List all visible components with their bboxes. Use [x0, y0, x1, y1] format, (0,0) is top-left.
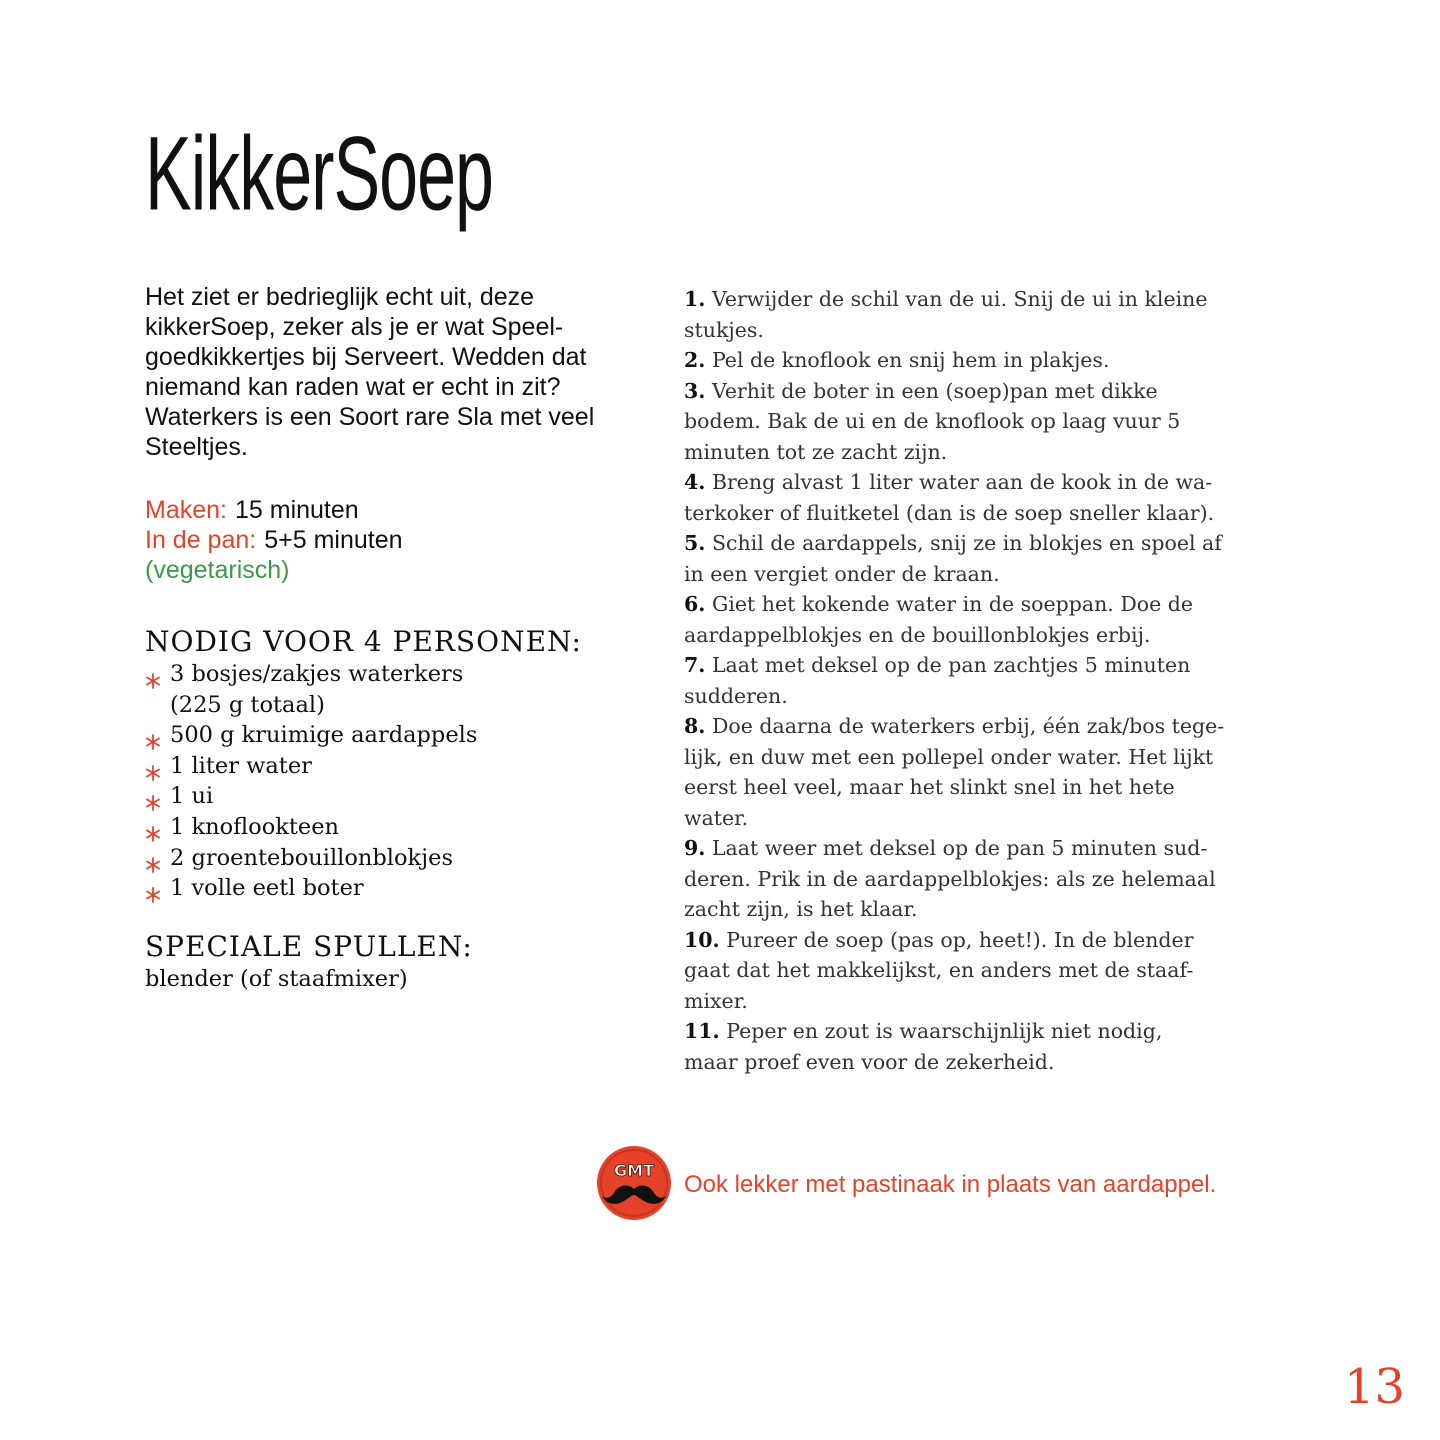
step-line — [684, 681, 1224, 712]
cook-time-label: In de pan: — [145, 526, 257, 554]
step-line — [684, 345, 1224, 376]
prep-time-value: 15 minuten — [234, 496, 359, 524]
step-number: 4. — [684, 470, 706, 494]
logo-text: GMT — [614, 1161, 654, 1180]
step-line — [684, 864, 1224, 895]
intro-line: goedkikkertjes bij Serveert. Wedden dat — [145, 343, 587, 371]
step-line — [684, 406, 1224, 437]
ingredient-list — [145, 659, 582, 904]
intro-paragraph — [145, 282, 594, 462]
step-text: Laat met deksel op de pan zachtjes 5 minuten — [711, 653, 1191, 677]
step-text: maar proef even voor de zekerheid. — [684, 1049, 1055, 1074]
preparation-steps — [684, 284, 1224, 1077]
cook-time — [145, 525, 403, 555]
step-line — [684, 833, 1224, 864]
step-item — [684, 376, 1224, 468]
step-number: 6. — [684, 592, 706, 616]
step-text: deren. Prik in de aardappelblokjes: als ze helemaal — [684, 866, 1216, 891]
time-info — [145, 495, 403, 585]
asterisk-bullet-icon — [145, 759, 161, 775]
asterisk-shape — [145, 734, 161, 750]
step-text: mixer. — [684, 988, 748, 1013]
step-text: gaat dat het makkelijkst, en anders met de staaf- — [684, 958, 1194, 982]
step-text: bodem. Bak de ui en de knoflook op laag vuur 5 — [684, 409, 1181, 433]
step-line — [684, 803, 1224, 834]
ingredient-line: 2 groentebouillonblokjes — [170, 844, 454, 871]
cook-time-value: 5+5 minuten — [264, 526, 403, 554]
step-text: in een vergiet onder de kraan. — [684, 561, 1000, 586]
ingredient-line: 1 liter water — [170, 752, 312, 779]
mustache-logo-icon — [596, 1145, 672, 1221]
ingredient-item — [145, 843, 582, 874]
step-line — [684, 894, 1224, 925]
asterisk-bullet-icon — [145, 820, 161, 836]
asterisk-shape — [145, 673, 161, 689]
step-text: eerst heel veel, maar het slinkt snel in het hete — [684, 775, 1175, 799]
recipe-title: KikkerSoep — [145, 115, 493, 232]
intro-line: Het ziet er bedrieglijk echt uit, deze — [145, 283, 535, 311]
intro-line: kikkerSoep, zeker als je er wat Speel- — [145, 313, 564, 341]
asterisk-shape — [145, 765, 161, 781]
ingredient-line: 500 g kruimige aardappels — [170, 722, 478, 749]
step-number: 10. — [684, 927, 720, 952]
prep-time-label: Maken: — [145, 496, 227, 524]
step-number: 9. — [684, 836, 706, 860]
asterisk-shape — [145, 887, 161, 903]
special-equipment-section — [145, 932, 473, 996]
step-line — [684, 315, 1224, 346]
step-text: Schil de aardappels, snij ze in blokjes en spoel af — [711, 531, 1222, 555]
ingredient-line: 1 ui — [170, 783, 214, 810]
step-text: zacht zijn, is het klaar. — [684, 897, 918, 921]
step-item — [684, 284, 1224, 345]
step-line — [684, 955, 1224, 986]
step-line — [684, 772, 1224, 803]
asterisk-bullet-icon — [145, 851, 161, 867]
ingredients-section — [145, 627, 582, 904]
step-text: Laat weer met deksel op de pan 5 minuten sud- — [711, 836, 1208, 860]
step-line — [684, 925, 1224, 956]
step-line — [684, 711, 1224, 742]
vegetarian-tag: (vegetarisch) — [145, 556, 290, 584]
step-text: aardappelblokjes en de bouillonblokjes erbij. — [684, 622, 1151, 647]
ingredient-item — [145, 873, 582, 904]
asterisk-shape — [145, 795, 161, 811]
step-item — [684, 833, 1224, 925]
asterisk-bullet-icon — [145, 667, 161, 683]
step-line — [684, 1047, 1224, 1078]
ingredient-item — [145, 659, 582, 720]
step-line — [684, 284, 1224, 315]
step-number: 5. — [684, 531, 706, 555]
step-text: water. — [684, 805, 749, 830]
step-number: 8. — [684, 714, 706, 738]
special-equipment-text: blender (of staafmixer) — [145, 966, 408, 992]
asterisk-bullet-icon — [145, 881, 161, 897]
special-equipment-heading: SPECIALE SPULLEN: — [145, 930, 473, 963]
step-number: 3. — [684, 378, 706, 403]
step-line — [684, 589, 1224, 620]
ingredient-line: 1 knoflookteen — [170, 813, 340, 840]
step-text: stukjes. — [684, 317, 764, 342]
asterisk-shape — [145, 826, 161, 842]
step-line — [684, 1016, 1224, 1047]
step-line — [684, 437, 1224, 468]
asterisk-bullet-icon — [145, 789, 161, 805]
page-number: 13 — [1344, 1359, 1406, 1415]
step-line — [684, 376, 1224, 407]
step-item — [684, 711, 1224, 833]
step-line — [684, 620, 1224, 651]
step-line — [684, 559, 1224, 590]
intro-line: niemand kan raden wat er echt in zit? — [145, 373, 561, 401]
logo-disc — [597, 1146, 671, 1220]
ingredient-line: (225 g totaal) — [170, 691, 325, 718]
step-number: 2. — [684, 348, 706, 372]
step-text: minuten tot ze zacht zijn. — [684, 439, 948, 464]
step-item — [684, 925, 1224, 1017]
step-text: Doe daarna de waterkers erbij, één zak/bos tege- — [711, 714, 1225, 738]
ingredients-heading: NODIG VOOR 4 PERSONEN: — [145, 625, 582, 658]
prep-time — [145, 495, 403, 525]
step-line — [684, 742, 1224, 773]
step-text: lijk, en duw met een pollepel onder water. Het lijkt — [684, 744, 1214, 769]
tip-text: Ook lekker met pastinaak in plaats van aardappel. — [684, 1171, 1217, 1198]
step-text: terkoker of fluitketel (dan is de soep sneller klaar). — [684, 500, 1215, 525]
step-text: Pel de knoflook en snij hem in plakjes. — [711, 348, 1110, 372]
step-line — [684, 986, 1224, 1017]
step-text: Verhit de boter in een (soep)pan met dikke — [711, 378, 1158, 403]
ingredient-item — [145, 720, 582, 751]
step-line — [684, 467, 1224, 498]
step-number: 7. — [684, 653, 706, 677]
step-item — [684, 650, 1224, 711]
step-item — [684, 467, 1224, 528]
intro-line: Steeltjes. — [145, 433, 248, 461]
step-item — [684, 589, 1224, 650]
step-text: Breng alvast 1 liter water aan de kook in de wa- — [711, 470, 1213, 494]
ingredient-line: 1 volle eetl boter — [170, 875, 364, 902]
asterisk-shape — [145, 857, 161, 873]
step-number: 11. — [684, 1019, 720, 1043]
step-item — [684, 345, 1224, 376]
step-text: Peper en zout is waarschijnlijk niet nodig, — [726, 1019, 1163, 1043]
ingredient-item — [145, 812, 582, 843]
intro-line: Waterkers is een Soort rare Sla met veel — [145, 403, 595, 431]
step-number: 1. — [684, 287, 706, 311]
step-text: Giet het kokende water in de soeppan. Doe de — [711, 592, 1194, 616]
step-line — [684, 498, 1224, 529]
ingredient-item — [145, 781, 582, 812]
asterisk-bullet-icon — [145, 728, 161, 744]
ingredient-line: 3 bosjes/zakjes waterkers — [170, 661, 464, 687]
step-item — [684, 1016, 1224, 1077]
ingredient-item — [145, 751, 582, 782]
step-item — [684, 528, 1224, 589]
step-text: Pureer de soep (pas op, heet!). In de blender — [726, 927, 1194, 952]
step-line — [684, 650, 1224, 681]
step-text: sudderen. — [684, 683, 788, 708]
step-text: Verwijder de schil van de ui. Snij de ui in kleine — [711, 287, 1208, 311]
step-line — [684, 528, 1224, 559]
